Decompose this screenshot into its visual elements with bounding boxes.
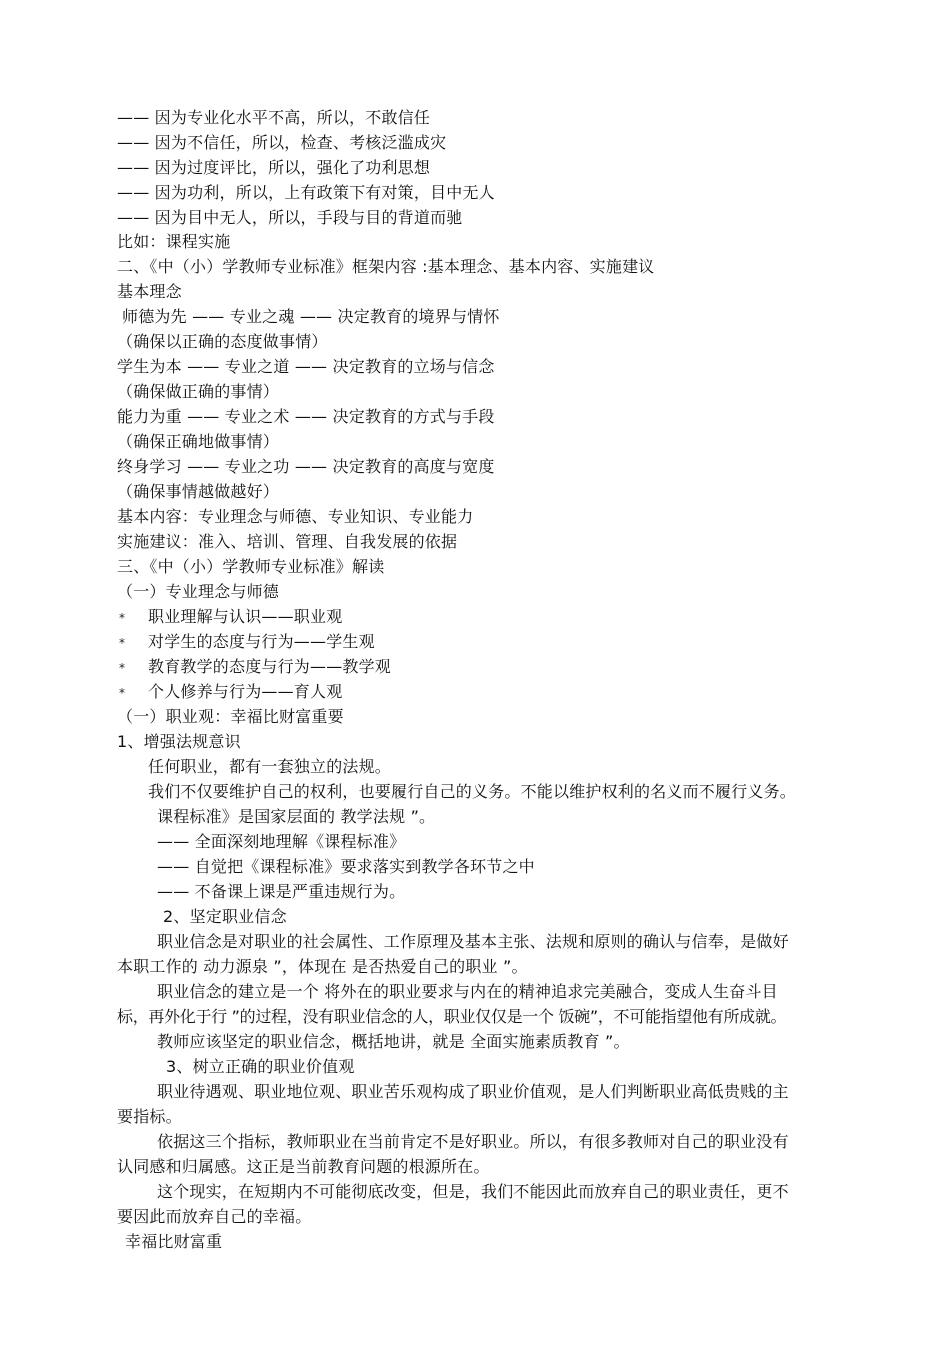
subsection-heading: （一）职业观：幸福比财富重要 [117, 707, 344, 726]
text-line: 要指标。 [117, 1107, 182, 1126]
text-line: 幸福比财富重 [125, 1232, 223, 1251]
text-line: —— 因为不信任，所以，检查、考核泛滥成灾 [117, 133, 447, 152]
text-line: 标，再外化于行 ”的过程，没有职业信念的人，职业仅仅是一个 饭碗”，不可能指望他有所成就。 [117, 1007, 787, 1026]
section-heading: 二、《中（小）学教师专业标准》框架内容 :基本理念、基本内容、实施建议 [117, 257, 655, 276]
text-line: 依据这三个指标，教师职业在当前肯定不是好职业。所以，有很多教师对自己的职业没有 [157, 1132, 789, 1151]
text-line: 这个现实，在短期内不可能彻底改变，但是，我们不能因此而放弃自己的职业责任，更不 [157, 1182, 789, 1201]
text-line: 课程标准》是国家层面的 教学法规 ”。 [157, 807, 436, 826]
bullet-marker: * [119, 661, 125, 675]
section-heading: 三、《中（小）学教师专业标准》解读 [117, 557, 385, 576]
subsection-heading: （一）专业理念与师德 [117, 582, 280, 601]
text-line: 要因此而放弃自己的幸福。 [117, 1207, 312, 1226]
text-line: （确保做正确的事情） [117, 382, 280, 401]
text-line: 职业待遇观、职业地位观、职业苦乐观构成了职业价值观，是人们判断职业高低贵贱的主 [157, 1082, 789, 1101]
text-line: 职业信念的建立是一个 将外在的职业要求与内在的精神追求完美融合，变成人生奋斗目 [157, 982, 778, 1001]
text-line: 师德为先 —— 专业之魂 —— 决定教育的境界与情怀 [122, 307, 500, 326]
numbered-heading: 2、坚定职业信念 [163, 907, 287, 926]
text-line: 职业信念是对职业的社会属性、工作原理及基本主张、法规和原则的确认与信奉，是做好 [157, 932, 789, 951]
text-line: 我们不仅要维护自己的权利，也要履行自己的义务。不能以维护权利的名义而不履行义务。 [148, 782, 797, 801]
text-line: （确保以正确的态度做事情） [117, 332, 328, 351]
bullet-marker: * [119, 686, 125, 700]
bullet-item: 对学生的态度与行为——学生观 [148, 632, 375, 651]
bullet-item: 个人修养与行为——育人观 [148, 682, 343, 701]
bullet-marker: * [119, 636, 125, 650]
text-line: —— 自觉把《课程标准》要求落实到教学各环节之中 [157, 857, 535, 876]
bullet-marker: * [119, 611, 125, 625]
text-line: —— 因为目中无人，所以，手段与目的背道而驰 [117, 208, 463, 227]
text-line: —— 不备课上课是严重违规行为。 [157, 882, 406, 901]
text-line: 实施建议：准入、培训、管理、自我发展的依据 [117, 532, 458, 551]
text-line: —— 因为过度评比，所以，强化了功利思想 [117, 158, 431, 177]
subsection-heading: 基本理念 [117, 282, 182, 301]
text-line: —— 全面深刻地理解《课程标准》 [157, 832, 406, 851]
text-line: —— 因为功利，所以，上有政策下有对策，目中无人 [117, 183, 495, 202]
text-line: 比如：课程实施 [117, 232, 231, 251]
numbered-heading: 3、树立正确的职业价值观 [166, 1057, 355, 1076]
bullet-item: 职业理解与认识——职业观 [148, 607, 343, 626]
text-line: 任何职业，都有一套独立的法规。 [148, 757, 392, 776]
text-line: （确保正确地做事情） [117, 432, 280, 451]
text-line: 学生为本 —— 专业之道 —— 决定教育的立场与信念 [117, 357, 495, 376]
bullet-item: 教育教学的态度与行为——教学观 [148, 657, 392, 676]
text-line: （确保事情越做越好） [117, 482, 280, 501]
text-line: —— 因为专业化水平不高，所以，不敢信任 [117, 108, 431, 127]
text-line: 能力为重 —— 专业之术 —— 决定教育的方式与手段 [117, 407, 495, 426]
text-line: 教师应该坚定的职业信念，概括地讲，就是 全面实施素质教育 ”。 [157, 1032, 630, 1051]
text-line: 终身学习 —— 专业之功 —— 决定教育的高度与宽度 [117, 457, 495, 476]
numbered-heading: 1、增强法规意识 [117, 732, 241, 751]
text-line: 认同感和归属感。这正是当前教育问题的根源所在。 [117, 1157, 490, 1176]
text-line: 本职工作的 动力源泉 ”，体现在 是否热爱自己的职业 ”。 [117, 957, 528, 976]
text-line: 基本内容：专业理念与师德、专业知识、专业能力 [117, 507, 474, 526]
